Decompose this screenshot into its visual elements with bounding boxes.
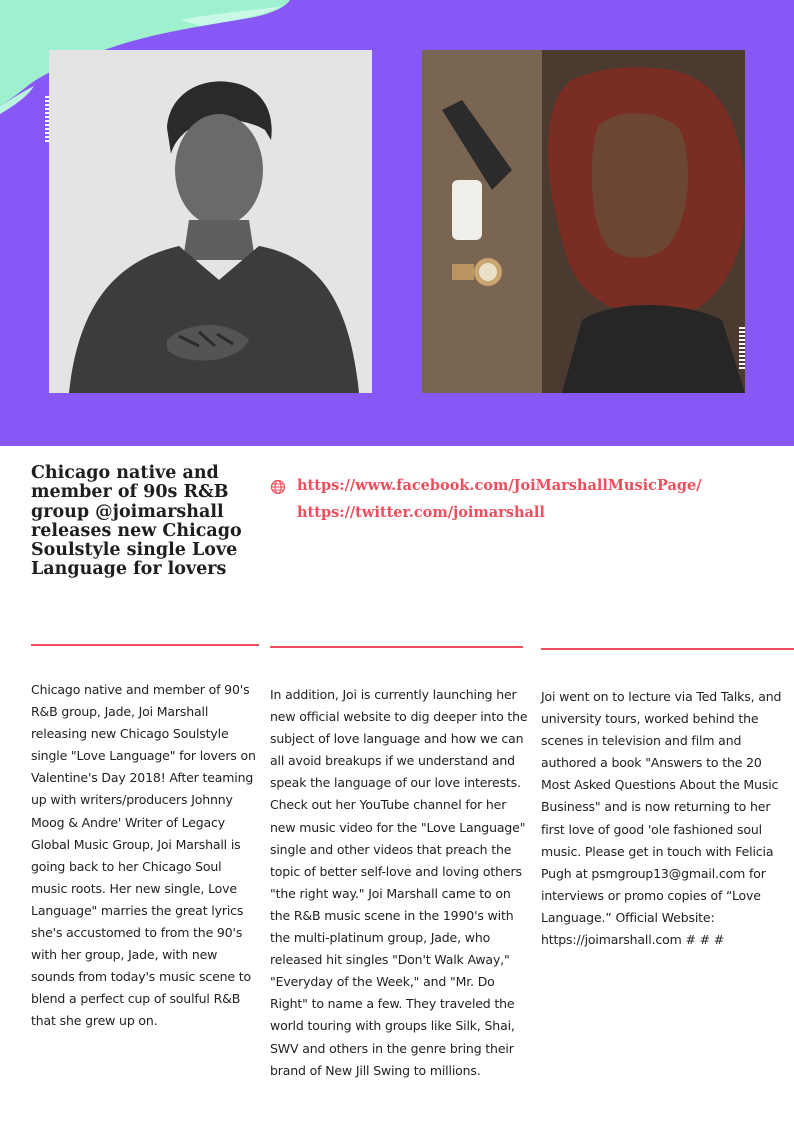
column-divider-3 [541, 648, 794, 650]
column-divider-2 [270, 646, 523, 648]
portrait-photo-bw [49, 50, 372, 393]
portrait-bw-illustration [49, 50, 372, 393]
column-divider-1 [31, 644, 259, 646]
body-column-2: In addition, Joi is currently launching her new official website to dig deeper into the subject of love language and how we can all avoid breakups if we understand and speak the language of our love interests. Check out her YouTube channel for her new music video for the "Love Language" single and other videos that preach the topic of better self-love and loving others "the right way." Joi Marshall came to on the R&B music scene in the 1990's with the multi-platinum group, Jade, who released hit singles "Don't Walk Away," "Everyday of the Week," and "Mr. Do Right" to name a few. They traveled the world touring with groups like Silk, Shai, SWV and others in the genre bring their brand of New Jill Swing to millions. [270, 687, 528, 1078]
body-column-1: Chicago native and member of 90's R&B group, Jade, Joi Marshall releasing new Chicago Soulstyle single "Love Language" for lovers on Valentine's Day 2018! After teaming up with writers/producers Johnny Moog & Andre' Writer of Legacy Global Music Group, Joi Marshall is going back to her Chicago Soul music roots. Her new single, Love Language" marries the great lyrics she's accustomed to from the 90's with her group, Jade, with new sounds from today's music scene to blend a perfect cup of soulful R&B that she grew up on. [31, 682, 256, 1029]
body-column-3: Joi went on to lecture via Ted Talks, and university tours, worked behind the scenes in television and film and authored a book "Answers to the 20 Most Asked Questions About the Music Business" and is now returning to her first love of good 'ole fashioned soul music. Please get in touch with Felicia Pugh at psmgroup13@gmail.com for interviews or promo copies of “Love Language.” Official Website: https://joimarshall.com # # # [541, 689, 782, 948]
dashed-ornament-right [739, 327, 745, 371]
hero-banner [0, 0, 794, 446]
facebook-link[interactable]: https://www.facebook.com/JoiMarshallMusicPage/ [297, 477, 702, 494]
portrait-color-illustration [422, 50, 745, 393]
globe-icon [270, 479, 286, 495]
portrait-photo-color [422, 50, 745, 393]
headline: Chicago native and member of 90s R&B group @joimarshall releases new Chicago Soulstyle single Love Language for lovers [31, 463, 242, 580]
twitter-link[interactable]: https://twitter.com/joimarshall [297, 504, 545, 521]
